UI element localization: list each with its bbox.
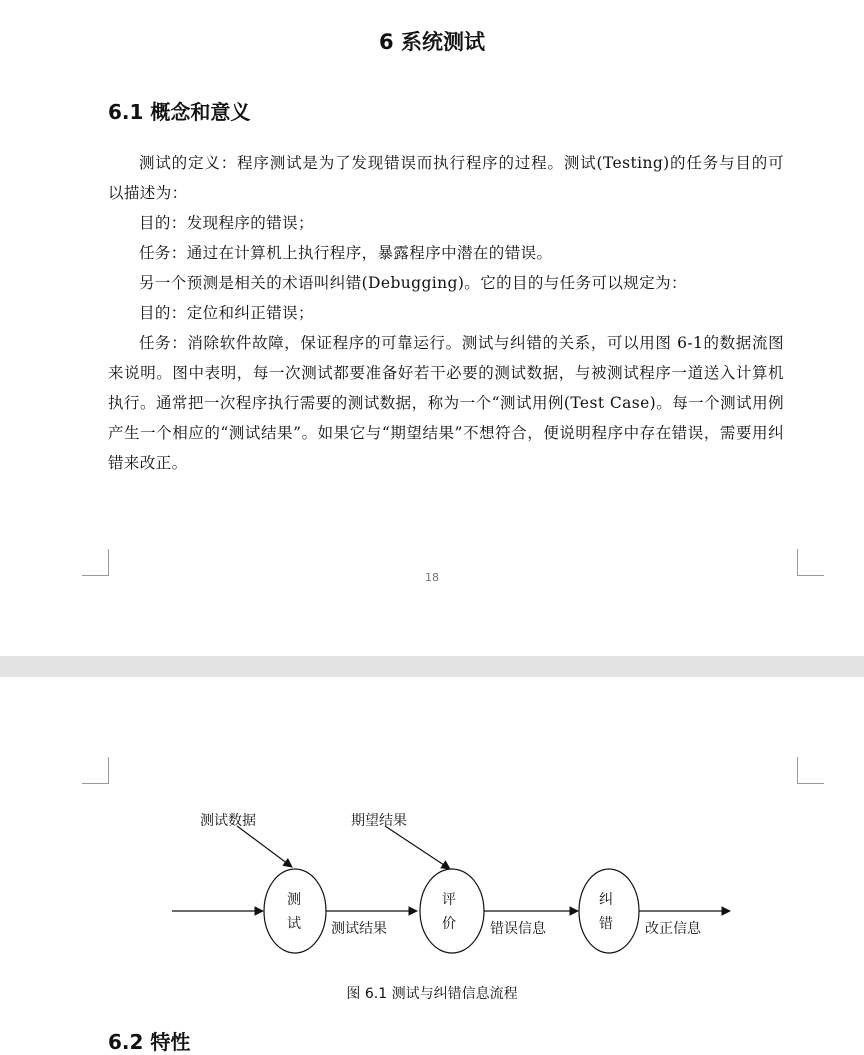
chapter-title: 6 系统测试: [379, 30, 485, 54]
paragraph: 另一个预测是相关的术语叫纠错(Debugging)。它的目的与任务可以规定为：: [139, 274, 687, 292]
section-title-6-1: 6.1 概念和意义: [108, 100, 251, 124]
debug-node-label-1: 纠: [599, 892, 613, 908]
input-expected-label: 期望结果: [351, 813, 407, 829]
input-test-data-label: 测试数据: [200, 813, 256, 829]
figure-caption: 图 6.1 测试与纠错信息流程: [346, 986, 518, 1002]
test-node-label-1: 测: [287, 892, 301, 908]
body-text: [108, 148, 784, 478]
page-number: 18: [425, 571, 439, 584]
evaluate-node: [420, 869, 484, 953]
page-gap: [0, 656, 864, 677]
test-node: [264, 869, 326, 953]
crop-mark-top-left: [82, 757, 109, 784]
paragraph: 任务：消除软件故障，保证程序的可靠运行。测试与纠错的关系，可以用图 6-1的数据流图来说明。图中表明，每一次测试都要准备好若干必要的测试数据，与被测试程序一道送入计算机执行。通常把一次程序执行需要的测试数据，称为一个“测试用例(Test Case)。每一个测试用例产生一个相应的“测试结果”。如果它与“期望结果”不想符合，便说明程序中存在错误，需要用纠错来改正。: [108, 334, 784, 472]
section-title-6-2: 6.2 特性: [108, 1030, 191, 1054]
test-data-arrow: [237, 826, 292, 867]
evaluate-node-label-1: 评: [442, 892, 456, 908]
flow-label-test-result: 测试结果: [331, 921, 387, 937]
crop-mark-top-right: [797, 757, 824, 784]
paragraph: 目的：发现程序的错误；: [139, 214, 314, 232]
flow-label-correction: 改正信息: [645, 921, 701, 937]
evaluate-node-label-2: 价: [442, 916, 456, 932]
test-debug-flow-diagram: [150, 800, 750, 970]
test-node-label-2: 试: [287, 916, 301, 932]
debug-node-label-2: 错: [599, 916, 613, 932]
flow-label-error-info: 错误信息: [490, 921, 546, 937]
paragraph: 测试的定义：程序测试是为了发现错误而执行程序的过程。测试(Testing)的任务与目的可以描述为：: [108, 154, 784, 202]
expected-result-arrow: [385, 826, 450, 869]
paragraph: 目的：定位和纠正错误；: [139, 304, 314, 322]
paragraph: 任务：通过在计算机上执行程序，暴露程序中潜在的错误。: [139, 244, 553, 262]
debug-node: [579, 869, 639, 953]
